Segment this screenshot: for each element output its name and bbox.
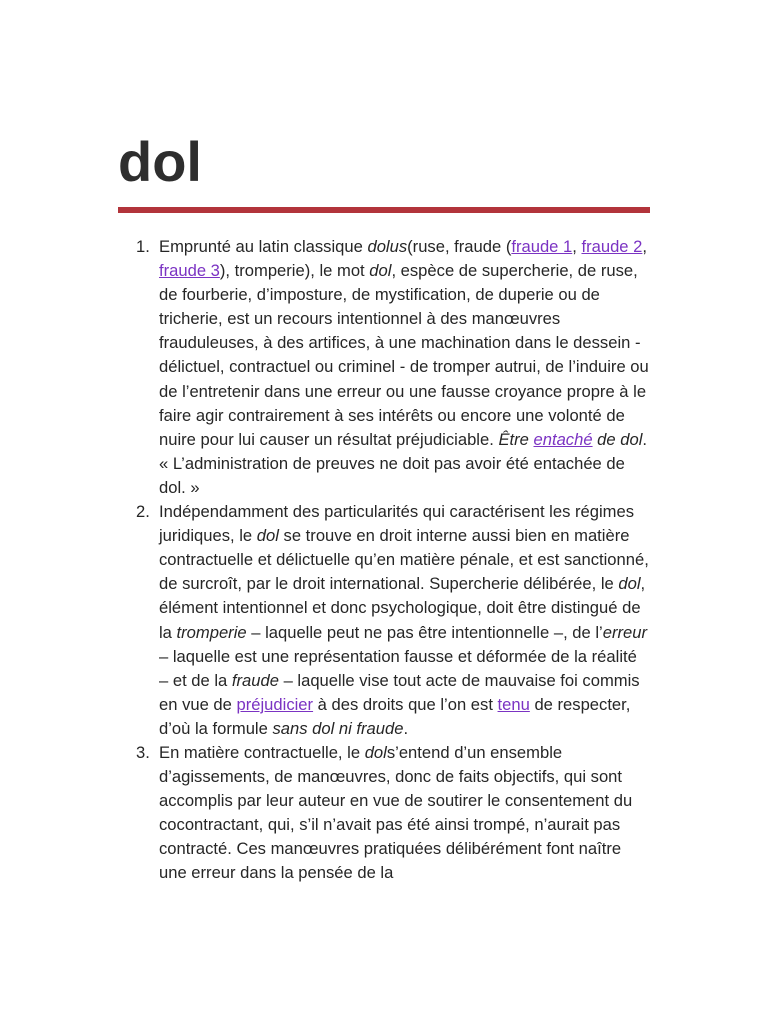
definition-link[interactable]: tenu [497, 694, 530, 714]
italic-term: dol [256, 526, 279, 546]
definition-list [118, 235, 650, 886]
definition-text: de respecter, d’où la formule [159, 694, 631, 738]
italic-term: sans dol ni fraude [272, 718, 404, 738]
italic-term: dol [364, 742, 387, 762]
definition-link[interactable]: fraude 1 [511, 237, 573, 256]
definition-text: se trouve en droit interne aussi bien en matière contractuelle et délictuelle qu’en matière pénale, et est sanctionné, de surcroît, par le droit international. Supercherie délibérée, le [159, 526, 649, 594]
italic-term: Être [498, 429, 534, 449]
definition-link[interactable]: entaché [533, 429, 593, 449]
definition-text: (ruse, fraude ( [407, 237, 512, 256]
definition-text: . [403, 718, 409, 738]
definition-text: , [642, 237, 647, 256]
italic-term: dol [618, 574, 641, 594]
italic-term: dolus [367, 237, 408, 256]
definition-text: , espèce de supercherie, de ruse, de fourberie, d’imposture, de mystification, de duperie ou de tricherie, est un recours intentionnel à des manœuvres frauduleuses, à des artifices, à une machination dans le dessein - délictuel, contractuel ou criminel - de tromper autrui, de l’induire ou de l’entretenir dans une erreur ou une fausse croyance propre à le faire agir contrairement à ses intérêts ou encore une volonté de nuire pour lui causer un résultat préjudiciable. [159, 261, 649, 449]
item-number: 1. [136, 237, 150, 256]
definition-text: En matière contractuelle, le [159, 742, 365, 762]
italic-term: tromperie [176, 622, 247, 642]
page-title: dol [118, 130, 202, 193]
definition-text: . « L’administration de preuves ne doit pas avoir été entachée de dol. » [159, 429, 648, 497]
definition-item [118, 741, 650, 886]
italic-term: de dol [592, 429, 643, 449]
definition-text: , [572, 237, 582, 256]
item-number: 3. [136, 742, 150, 762]
definition-link[interactable]: préjudicier [236, 694, 314, 714]
definition-item [118, 500, 650, 741]
title-divider [118, 207, 650, 213]
definition-text: à des droits que l’on est [313, 694, 498, 714]
definition-text: Emprunté au latin classique [159, 237, 368, 256]
item-number: 2. [136, 502, 150, 522]
definition-text: s’entend d’un ensemble d’agissements, de manœuvres, donc de faits objectifs, qui sont accomplis par leur auteur en vue de soutirer le consentement du cocontractant, qui, s’il n’avait pas été ainsi trompé, n’aurait pas contracté. Ces manœuvres pratiquées délibérément font naître une erreur dans la pensée de la [159, 742, 633, 883]
definition-link[interactable]: fraude 3 [159, 261, 220, 281]
italic-term: erreur [602, 622, 647, 642]
definition-text: , élément intentionnel et donc psychologique, doit être distingué de la [159, 574, 646, 642]
definition-text: Indépendamment des particularités qui caractérisent les régimes juridiques, le [159, 502, 635, 546]
definition-text: ), tromperie), le mot [219, 261, 370, 281]
definition-text: – laquelle vise tout acte de mauvaise foi commis en vue de [159, 670, 640, 714]
italic-term: dol [369, 261, 392, 281]
definition-text: – laquelle peut ne pas être intentionnelle –, de l’ [246, 622, 603, 642]
italic-term: fraude [231, 670, 279, 690]
definition-text: – laquelle est une représentation fausse et déformée de la réalité – et de la [159, 646, 637, 690]
definition-link[interactable]: fraude 2 [581, 237, 643, 256]
definition-item [118, 235, 650, 500]
